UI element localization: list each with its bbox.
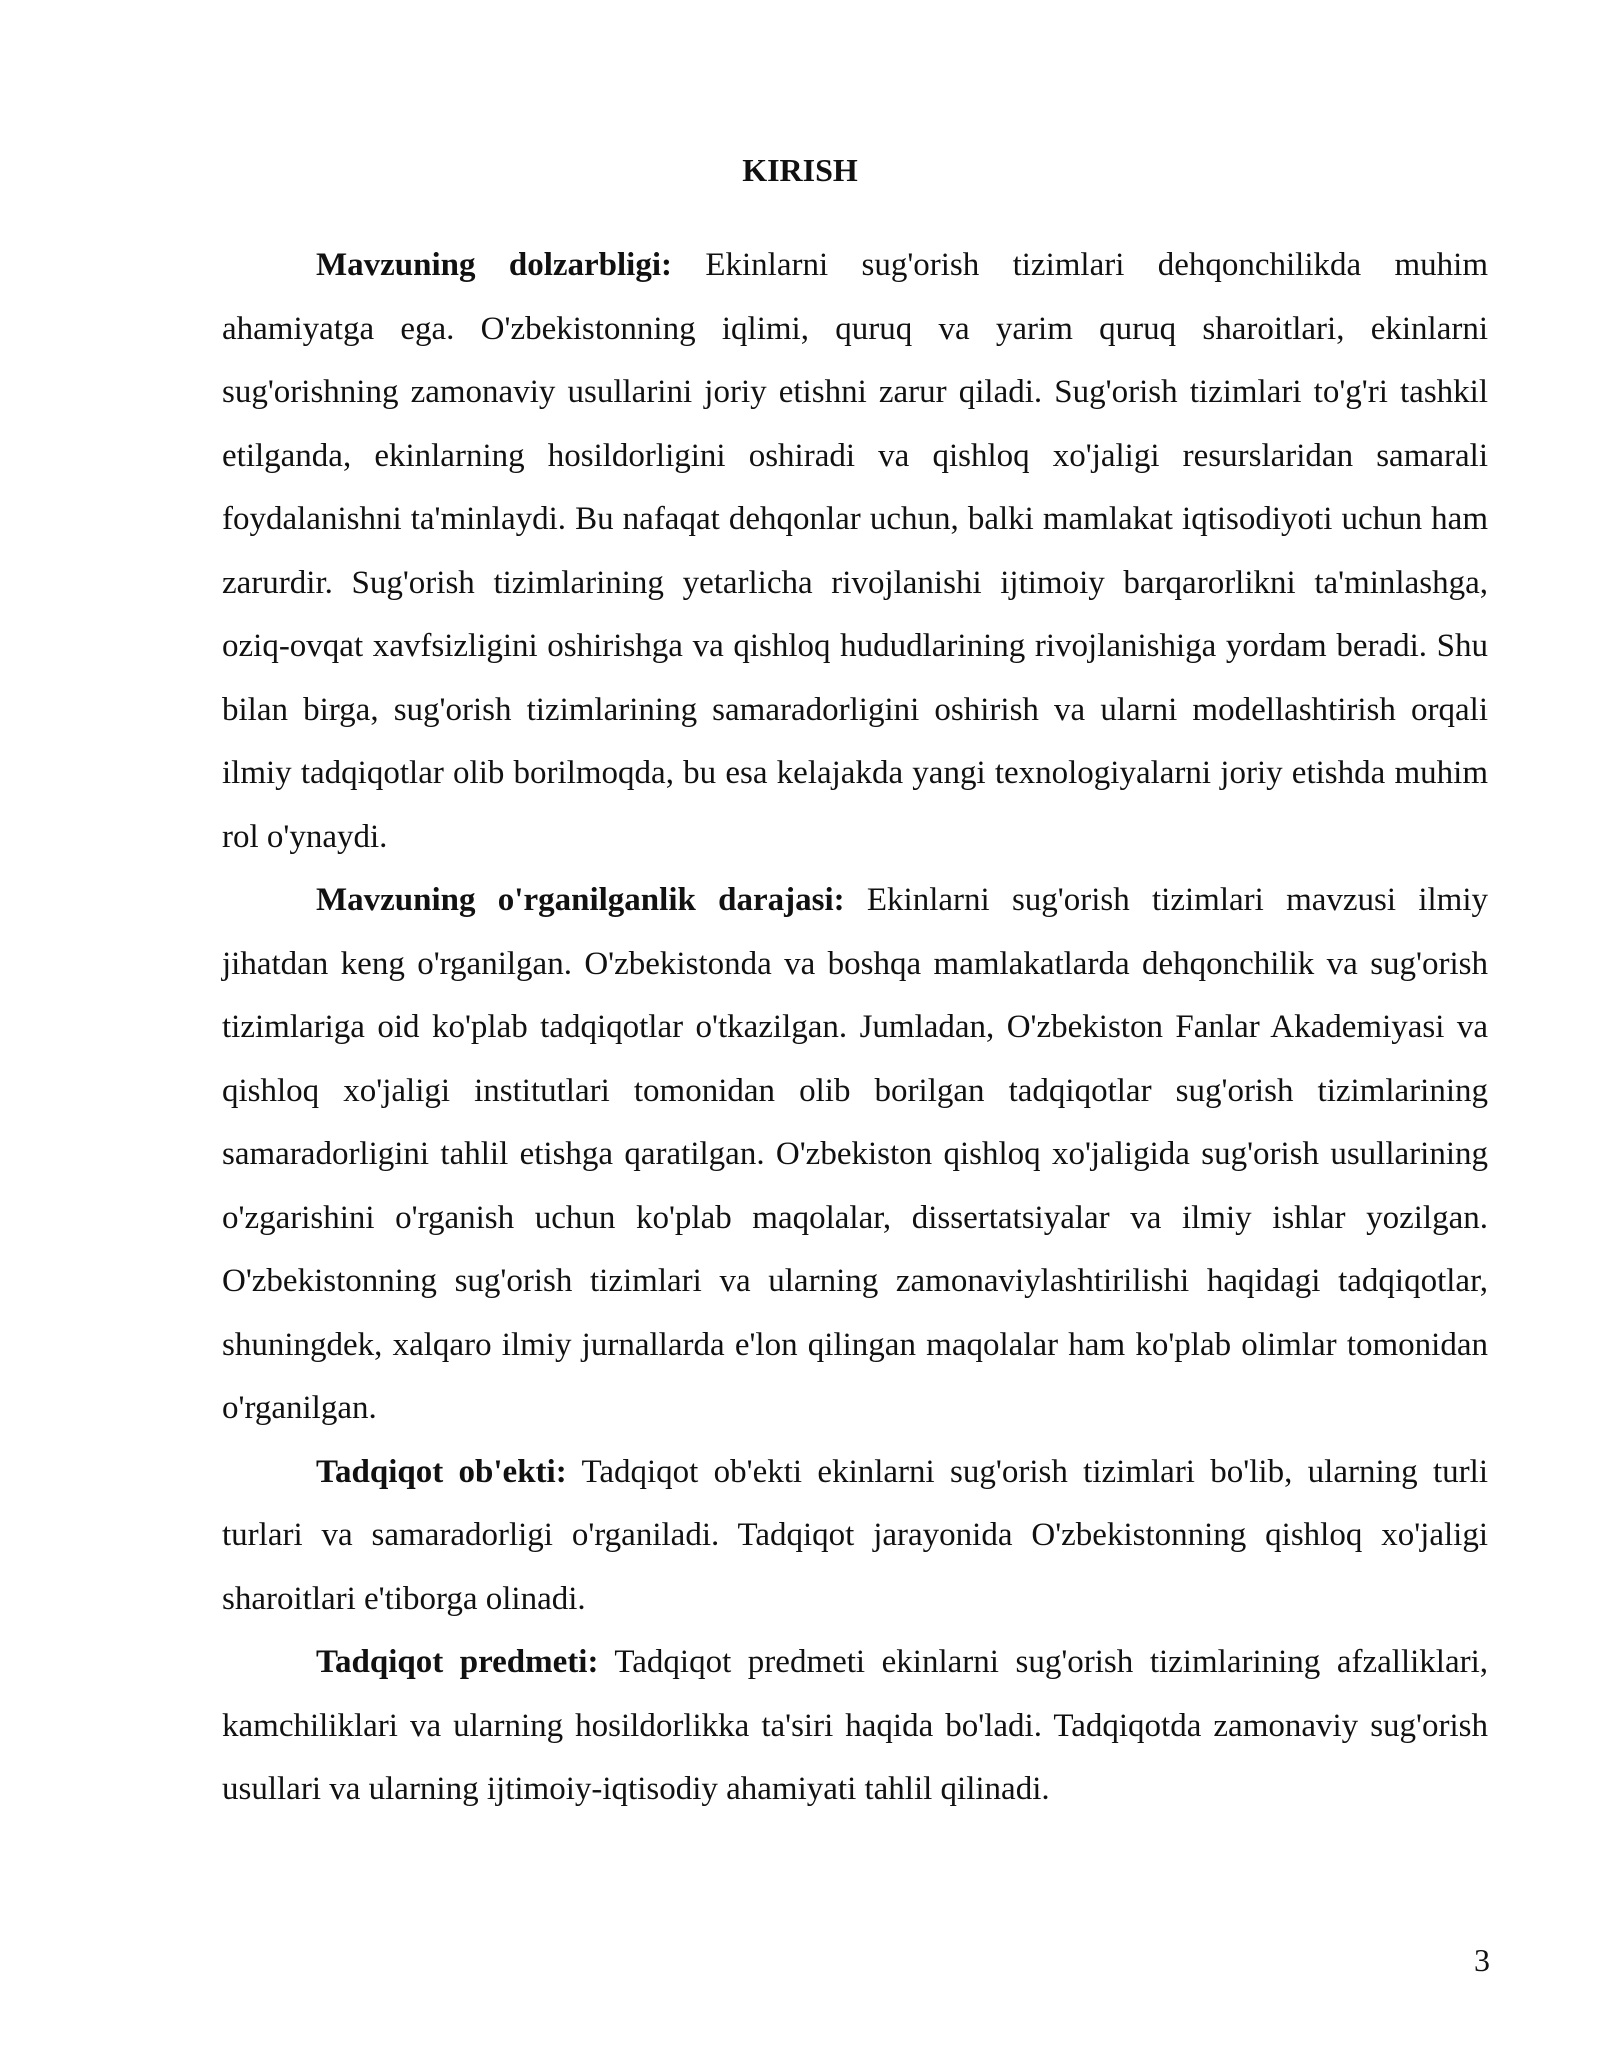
paragraph-label: Mavzuning dolzarbligi:	[316, 247, 673, 283]
page-number: 3	[1474, 1942, 1490, 1978]
paragraph-study-level	[222, 869, 1488, 1441]
paragraph-text: Tadqiqot predmeti ekinlarni sug'orish tizimlarining afzalliklari, kamchiliklari va ularning hosildorlikka ta'siri haqida bo'ladi. Tadqiqotda zamonaviy sug'orish usullari va ularning ijtimoiy-iqtisodiy ahamiyati tahlil qilinadi.	[222, 1644, 1489, 1807]
page-title: KIRISH	[742, 152, 858, 188]
paragraph-relevance	[222, 234, 1488, 869]
paragraph-text: Ekinlarni sug'orish tizimlari dehqonchilikda muhim ahamiyatga ega. O'zbekistonning iqlimi, quruq va yarim quruq sharoitlari, ekinlarni sug'orishning zamonaviy usullarini joriy etishni zarur qiladi. Sug'orish tizimlari to'g'ri tashkil etilganda, ekinlarning hosildorligini oshiradi va qishloq xo'jaligi resurslaridan samarali foydalanishni ta'minlaydi. Bu nafaqat dehqonlar uchun, balki mamlakat iqtisodiyoti uchun ham zarurdir. Sug'orish tizimlarining yetarlicha rivojlanishi ijtimoiy barqarorlikni ta'minlashga, oziq-ovqat xavfsizligini oshirishga va qishloq hududlarining rivojlanishiga yordam beradi. Shu bilan birga, sug'orish tizimlarining samaradorligini oshirish va ularni modellashtirish orqali ilmiy tadqiqotlar olib borilmoqda, bu esa kelajakda yangi texnologiyalarni joriy etishda muhim rol o'ynaydi.	[222, 247, 1488, 855]
paragraph-label: Mavzuning o'rganilganlik darajasi:	[316, 882, 845, 918]
paragraph-research-subject	[222, 1631, 1488, 1822]
document-body	[222, 234, 1488, 1822]
paragraph-label: Tadqiqot ob'ekti:	[316, 1453, 567, 1490]
paragraph-text: Ekinlarni sug'orish tizimlari mavzusi ilmiy jihatdan keng o'rganilgan. O'zbekistonda va boshqa mamlakatlarda dehqonchilik va sug'orish tizimlariga oid ko'plab tadqiqotlar o'tkazilgan. Jumladan, O'zbekiston Fanlar Akademiyasi va qishloq xo'jaligi institutlari tomonidan olib borilgan tadqiqotlar sug'orish tizimlarining samaradorligini tahlil etishga qaratilgan. O'zbekiston qishloq xo'jaligida sug'orish usullarining o'zgarishini o'rganish uchun ko'plab maqolalar, dissertatsiyalar va ilmiy ishlar yozilgan. O'zbekistonning sug'orish tizimlari va ularning zamonaviylashtirilishi haqidagi tadqiqotlar, shuningdek, xalqaro ilmiy jurnallarda e'lon qilingan maqolalar ham ko'plab olimlar tomonidan o'rganilgan.	[222, 882, 1488, 1426]
paragraph-text: Tadqiqot ob'ekti ekinlarni sug'orish tizimlari bo'lib, ularning turli turlari va samaradorligi o'rganiladi. Tadqiqot jarayonida O'zbekistonning qishloq xo'jaligi sharoitlari e'tiborga olinadi.	[222, 1453, 1488, 1617]
paragraph-label: Tadqiqot predmeti:	[316, 1644, 599, 1680]
paragraph-research-object	[222, 1441, 1488, 1632]
